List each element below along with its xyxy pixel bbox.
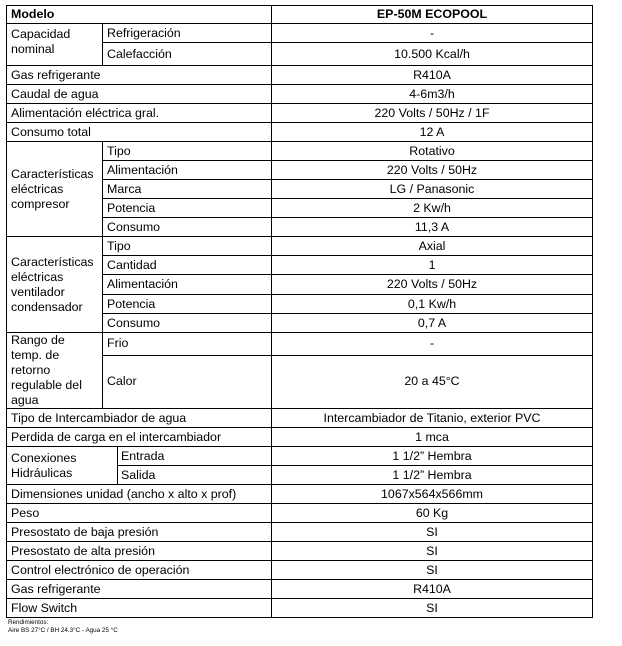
row-sublabel: Salida	[118, 466, 272, 485]
row-value: -	[272, 333, 593, 356]
row-value: 1 1/2” Hembra	[272, 466, 593, 485]
row-value: 1	[272, 256, 593, 275]
model-name: EP-50M ECOPOOL	[272, 6, 593, 24]
table-row	[7, 542, 593, 561]
row-sublabel: Tipo	[103, 237, 272, 256]
table-row	[7, 142, 593, 161]
row-value: Intercambiador de Titanio, exterior PVC	[272, 409, 593, 428]
row-label: Perdida de carga en el intercambiador	[7, 428, 272, 447]
row-value: 220 Volts / 50Hz	[272, 275, 593, 295]
row-value: SI	[272, 542, 593, 561]
footnote-text: Aire BS 27°C / BH 24.3°C - Agua 25 °C	[8, 627, 118, 634]
row-value: SI	[272, 599, 593, 618]
capacity-label: Capacidad nominal	[7, 24, 103, 66]
row-sublabel: Alimentación	[103, 161, 272, 180]
row-label: Caudal de agua	[7, 85, 272, 104]
table-row	[7, 447, 593, 466]
table-row	[7, 409, 593, 428]
hydraulic-label: Conexiones Hidráulicas	[7, 447, 118, 485]
row-value: Axial	[272, 237, 593, 256]
row-value: Rotativo	[272, 142, 593, 161]
table-row	[7, 123, 593, 142]
row-sublabel: Entrada	[118, 447, 272, 466]
row-value: R410A	[272, 66, 593, 85]
row-value: SI	[272, 523, 593, 542]
row-sublabel: Cantidad	[103, 256, 272, 275]
row-value: 220 Volts / 50Hz / 1F	[272, 104, 593, 123]
row-label: Presostato de baja presión	[7, 523, 272, 542]
row-value: 1 mca	[272, 428, 593, 447]
row-value: 11,3 A	[272, 218, 593, 237]
row-sublabel: Alimentación	[103, 275, 272, 295]
row-value: R410A	[272, 580, 593, 599]
footnote-title: Rendimientos:	[8, 619, 49, 626]
row-sublabel: Refrigeración	[103, 24, 272, 43]
row-value: 2 Kw/h	[272, 199, 593, 218]
row-value: 220 Volts / 50Hz	[272, 161, 593, 180]
table-row	[7, 523, 593, 542]
table-row	[7, 561, 593, 580]
table-row	[7, 66, 593, 85]
row-value: LG / Panasonic	[272, 180, 593, 199]
row-label: Peso	[7, 504, 272, 523]
row-sublabel: Potencia	[103, 295, 272, 314]
model-label: Modelo	[7, 6, 272, 24]
fan-label: Características eléctricas ventilador condensador	[7, 237, 103, 333]
row-value: 0,1 Kw/h	[272, 295, 593, 314]
row-label: Gas refrigerante	[7, 66, 272, 85]
table-row	[7, 580, 593, 599]
table-row	[7, 24, 593, 43]
table-row	[7, 599, 593, 618]
table-row	[7, 333, 593, 356]
row-value: 60 Kg	[272, 504, 593, 523]
specifications-table	[6, 5, 593, 618]
row-sublabel: Frio	[103, 333, 272, 356]
row-sublabel: Consumo	[103, 218, 272, 237]
table-row	[7, 428, 593, 447]
row-value: 12 A	[272, 123, 593, 142]
row-value: -	[272, 24, 593, 43]
row-label: Alimentación eléctrica gral.	[7, 104, 272, 123]
row-label: Tipo de Intercambiador de agua	[7, 409, 272, 428]
row-label: Presostato de alta presión	[7, 542, 272, 561]
row-sublabel: Potencia	[103, 199, 272, 218]
table-row	[7, 104, 593, 123]
table-row	[7, 237, 593, 256]
row-sublabel: Consumo	[103, 314, 272, 333]
table-row	[7, 485, 593, 504]
row-label: Consumo total	[7, 123, 272, 142]
row-sublabel: Calefacción	[103, 43, 272, 66]
row-label: Flow Switch	[7, 599, 272, 618]
row-value: SI	[272, 561, 593, 580]
row-sublabel: Tipo	[103, 142, 272, 161]
row-value: 20 a 45°C	[272, 355, 593, 408]
row-label: Dimensiones unidad (ancho x alto x prof)	[7, 485, 272, 504]
compressor-label: Características eléctricas compresor	[7, 142, 103, 237]
table-row	[7, 85, 593, 104]
row-label: Gas refrigerante	[7, 580, 272, 599]
row-sublabel: Calor	[103, 355, 272, 408]
row-value: 1 1/2” Hembra	[272, 447, 593, 466]
row-value: 4-6m3/h	[272, 85, 593, 104]
row-value: 1067x564x566mm	[272, 485, 593, 504]
row-sublabel: Marca	[103, 180, 272, 199]
table-header-row	[7, 6, 593, 24]
footnote	[8, 619, 118, 635]
row-label: Control electrónico de operación	[7, 561, 272, 580]
table-row	[7, 504, 593, 523]
row-value: 10.500 Kcal/h	[272, 43, 593, 66]
row-value: 0,7 A	[272, 314, 593, 333]
temp-range-label: Rango de temp. de retorno regulable del agua	[7, 333, 103, 409]
